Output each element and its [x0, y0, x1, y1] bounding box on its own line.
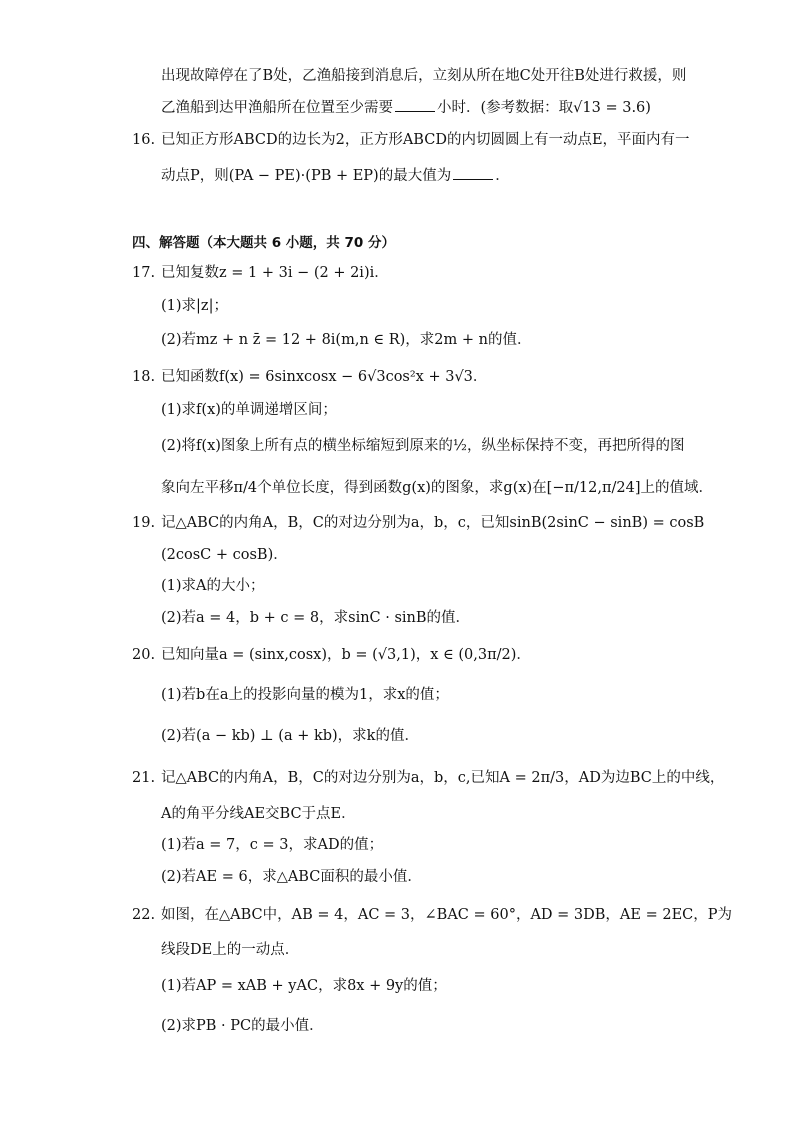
- q18-stem: 已知函数f(x) = 6sinxcosx − 6√3cos²x + 3√3．: [161, 369, 488, 385]
- q17-part-2: (2)若mz + n z̄ = 12 + 8i(m,n ∈ R)，求2m + n的值．: [161, 332, 532, 348]
- q20-part-1: (1)若b在a上的投影向量的模为1，求x的值；: [161, 687, 449, 703]
- q17-number: 17.: [132, 265, 156, 281]
- q20-part-2: (2)若(a − kb) ⊥ (a + kb)，求k的值．: [161, 728, 419, 744]
- q22-stem-a: 如图，在△ABC中，AB = 4，AC = 3，∠BAC = 60°，AD = 3DB，AE = 2EC，P为: [161, 907, 733, 923]
- q22-stem-b: 线段DE上的一动点．: [161, 942, 300, 958]
- q21-stem-a: 记△ABC的内角A，B，C的对边分别为a，b，c,已知A = 2π/3，AD为边BC上的中线，: [161, 770, 725, 786]
- q16-line-1: 已知正方形ABCD的边长为2，正方形ABCD的内切圆圆上有一动点E，平面内有一: [161, 132, 690, 148]
- q15-line-2-a: 乙渔船到达甲渔船所在位置至少需要: [161, 100, 393, 116]
- q15-line-2-b: 小时．(参考数据：取√13 = 3.6): [437, 100, 651, 116]
- q19-stem-a: 记△ABC的内角A，B，C的对边分别为a，b，c，已知sinB(2sinC − sinB) = cosB: [161, 515, 705, 531]
- q21-number: 21.: [132, 770, 156, 786]
- q16-line-2-a: 动点P，则(PA − PE)·(PB + EP)的最大值为: [161, 168, 452, 184]
- q19-number: 19.: [132, 515, 156, 531]
- q18-part-1: (1)求f(x)的单调递增区间；: [161, 402, 337, 418]
- q16-number: 16.: [132, 132, 156, 148]
- q16-line-2-b: ．: [495, 168, 510, 184]
- q16-line-2: [161, 165, 714, 186]
- answer-blank: [395, 97, 435, 112]
- q18-number: 18.: [132, 369, 156, 385]
- q18-part-2-b: 象向左平移π/4个单位长度，得到函数g(x)的图象，求g(x)在[−π/12,π/24]上的值域．: [161, 480, 713, 496]
- q21-part-2: (2)若AE = 6，求△ABC面积的最小值．: [161, 869, 422, 885]
- section-heading: 四、解答题（本大题共 6 小题，共 70 分）: [132, 235, 395, 251]
- q20-number: 20.: [132, 647, 156, 663]
- q22-number: 22.: [132, 907, 156, 923]
- q19-part-1: (1)求A的大小；: [161, 578, 265, 594]
- answer-blank: [453, 165, 493, 180]
- q22-part-2: (2)求PB · PC的最小值．: [161, 1018, 324, 1034]
- q20-stem: 已知向量a = (sinx,cosx)，b = (√3,1)，x ∈ (0,3π/2)．: [161, 647, 531, 663]
- q22-part-1: (1)若AP = xAB + yAC，求8x + 9y的值；: [161, 978, 447, 994]
- q17-part-1: (1)求|z|；: [161, 298, 228, 314]
- q19-stem-b: (2cosC + cosB)．: [161, 547, 288, 563]
- q18-part-2-a: (2)将f(x)图象上所有点的横坐标缩短到原来的½，纵坐标保持不变，再把所得的图: [161, 438, 685, 454]
- q21-part-1: (1)若a = 7，c = 3，求AD的值；: [161, 837, 384, 853]
- q17-stem: 已知复数z = 1 + 3i − (2 + 2i)i．: [161, 265, 389, 281]
- q21-stem-b: A的角平分线AE交BC于点E．: [161, 806, 356, 822]
- q19-part-2: (2)若a = 4，b + c = 8，求sinC · sinB的值．: [161, 610, 471, 626]
- q15-line-2: [161, 97, 714, 118]
- q15-line-1: 出现故障停在了B处，乙渔船接到消息后，立刻从所在地C处开往B处进行救援，则: [161, 68, 687, 84]
